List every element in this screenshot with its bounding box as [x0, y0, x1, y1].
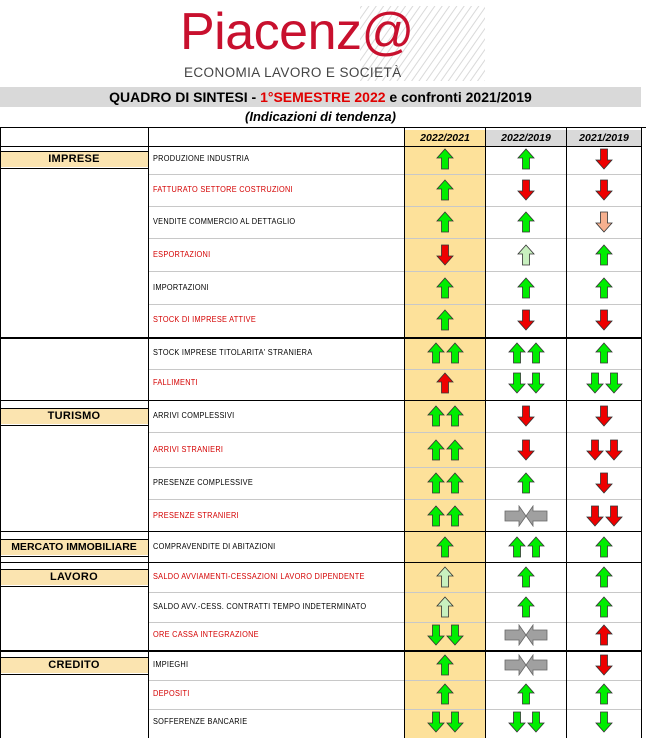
arrow-down-red-icon [517, 439, 535, 461]
trend-cell-2022-2019 [486, 241, 566, 269]
trend-cell-2022-2021 [405, 241, 485, 269]
column-header-2021-2019: 2021/2019 [579, 132, 629, 144]
category-imprese: IMPRESE [48, 153, 100, 165]
trend-cell-2022-2019 [486, 436, 566, 464]
category-band-border [0, 569, 148, 570]
arrow-up-green-icon [446, 439, 464, 461]
trend-cell-2022-2019 [486, 145, 566, 173]
row-separator [0, 400, 641, 401]
indicator-label: FALLIMENTI [153, 378, 198, 387]
category-immobiliare: MERCATO IMMOBILIARE [11, 541, 137, 553]
arrow-up-green-icon [517, 596, 535, 618]
arrow-down-red-icon [586, 505, 604, 527]
page-title [0, 87, 641, 107]
indicator-label: SALDO AVV.-CESS. CONTRATTI TEMPO INDETERMINATO [153, 602, 367, 611]
arrow-down-red-icon [595, 309, 613, 331]
page-subtitle: (Indicazioni di tendenza) [245, 109, 396, 124]
arrow-down-green-icon [527, 711, 545, 733]
arrow-up-red-icon [436, 372, 454, 394]
trend-cell-2021-2019 [567, 402, 641, 430]
arrow-up-green-icon [427, 439, 445, 461]
trend-cell-2022-2019 [486, 533, 566, 561]
arrow-up-green-icon [436, 148, 454, 170]
stable-arrows-icon [504, 505, 548, 527]
row-separator [148, 304, 641, 305]
table-right-border [641, 127, 642, 738]
category-band-border [0, 425, 148, 426]
trend-cell-2022-2019 [486, 402, 566, 430]
arrow-up-green-icon [436, 277, 454, 299]
indicator-label: IMPIEGHI [153, 660, 189, 669]
trend-cell-2022-2019 [486, 593, 566, 621]
arrow-up-green-icon [436, 309, 454, 331]
category-column-border [148, 127, 149, 738]
arrow-up-green-icon [517, 472, 535, 494]
trend-cell-2021-2019 [567, 708, 641, 736]
trend-cell-2022-2019 [486, 708, 566, 736]
arrow-down-red-icon [595, 654, 613, 676]
arrow-down-red-icon [595, 148, 613, 170]
category-band-border [0, 151, 148, 152]
arrow-up-green-icon [517, 566, 535, 588]
category-band-border [0, 408, 148, 409]
trend-cell-2022-2019 [486, 176, 566, 204]
trend-cell-2022-2019 [486, 502, 566, 530]
arrow-down-red-icon [517, 405, 535, 427]
trend-cell-2022-2021 [405, 680, 485, 708]
trend-cell-2021-2019 [567, 145, 641, 173]
arrow-down-red-icon [517, 309, 535, 331]
arrow-up-green-icon [517, 211, 535, 233]
trend-cell-2021-2019 [567, 680, 641, 708]
trend-cell-2021-2019 [567, 469, 641, 497]
trend-cell-2022-2019 [486, 306, 566, 334]
stable-arrows-icon [504, 624, 548, 646]
arrow-down-red-icon [605, 505, 623, 527]
arrow-up-green-icon [595, 596, 613, 618]
arrow-up-green-icon [527, 536, 545, 558]
indicator-label: STOCK IMPRESE TITOLARITA' STRANIERA [153, 348, 313, 357]
trend-cell-2022-2019 [486, 274, 566, 302]
category-band-border [0, 657, 148, 658]
trend-cell-2022-2021 [405, 436, 485, 464]
arrow-down-green-icon [508, 711, 526, 733]
logo-subtitle: ECONOMIA LAVORO E SOCIETÀ [184, 65, 402, 80]
trend-cell-2022-2019 [486, 339, 566, 367]
indicator-label: FATTURATO SETTORE COSTRUZIONI [153, 185, 293, 194]
logo-name: Piacenz@ [180, 3, 414, 61]
trend-cell-2021-2019 [567, 621, 641, 649]
arrow-up-green-icon [427, 472, 445, 494]
arrow-down-green-icon [586, 372, 604, 394]
indicator-label: ESPORTAZIONI [153, 250, 211, 259]
trend-cell-2022-2021 [405, 274, 485, 302]
trend-cell-2021-2019 [567, 593, 641, 621]
trend-cell-2022-2021 [405, 339, 485, 367]
row-separator [148, 206, 641, 207]
arrow-down-salmon-icon [595, 211, 613, 233]
title-prefix: QUADRO DI SINTESI - [109, 89, 261, 105]
arrow-up-green-icon [436, 536, 454, 558]
trend-cell-2022-2019 [486, 680, 566, 708]
trend-cell-2022-2021 [405, 502, 485, 530]
arrow-down-red-icon [605, 439, 623, 461]
arrow-up-green-icon [427, 342, 445, 364]
trend-cell-2022-2021 [405, 708, 485, 736]
trend-cell-2021-2019 [567, 563, 641, 591]
column-header-2022-2021: 2022/2021 [420, 132, 470, 144]
trend-cell-2022-2021 [405, 651, 485, 679]
title-highlight: 1°SEMESTRE 2022 [260, 89, 386, 105]
arrow-down-red-icon [436, 244, 454, 266]
trend-cell-2021-2019 [567, 274, 641, 302]
arrow-up-green-icon [446, 472, 464, 494]
trend-cell-2021-2019 [567, 208, 641, 236]
row-separator [148, 432, 641, 433]
category-band-border [0, 539, 148, 540]
trend-cell-2021-2019 [567, 369, 641, 397]
row-separator [148, 271, 641, 272]
trend-cell-2022-2021 [405, 306, 485, 334]
row-separator [148, 467, 641, 468]
trend-cell-2022-2021 [405, 563, 485, 591]
row-separator [0, 531, 641, 532]
trend-cell-2022-2021 [405, 402, 485, 430]
column-header-2022-2019: 2022/2019 [501, 132, 551, 144]
row-separator [148, 174, 641, 175]
trend-cell-2022-2019 [486, 208, 566, 236]
indicator-label: VENDITE COMMERCIO AL DETTAGLIO [153, 217, 296, 226]
table-top-rule [0, 127, 646, 128]
trend-cell-2022-2019 [486, 621, 566, 649]
row-separator [148, 238, 641, 239]
arrow-up-green-icon [446, 505, 464, 527]
trend-cell-2021-2019 [567, 436, 641, 464]
arrow-up-green-icon [446, 342, 464, 364]
trend-cell-2021-2019 [567, 306, 641, 334]
arrow-down-red-icon [517, 179, 535, 201]
arrow-down-green-icon [427, 711, 445, 733]
arrow-up-green-icon [436, 654, 454, 676]
arrow-up-green-icon [595, 536, 613, 558]
arrow-down-green-icon [427, 624, 445, 646]
arrow-down-red-icon [586, 439, 604, 461]
trend-cell-2022-2019 [486, 469, 566, 497]
arrow-up-green-icon [595, 566, 613, 588]
trend-cell-2021-2019 [567, 651, 641, 679]
arrow-up-green-icon [595, 683, 613, 705]
category-lavoro: LAVORO [49, 571, 99, 583]
arrow-up-green-icon [517, 148, 535, 170]
arrow-down-green-icon [595, 711, 613, 733]
indicator-label: PRESENZE STRANIERI [153, 511, 239, 520]
arrow-down-red-icon [595, 405, 613, 427]
stable-arrows-icon [504, 654, 548, 676]
arrow-down-green-icon [605, 372, 623, 394]
row-separator [148, 499, 641, 500]
trend-cell-2022-2021 [405, 176, 485, 204]
indicator-label: ARRIVI STRANIERI [153, 445, 224, 454]
arrow-down-red-icon [595, 472, 613, 494]
trend-cell-2022-2019 [486, 563, 566, 591]
arrow-down-green-icon [446, 711, 464, 733]
arrow-up-green-icon [436, 179, 454, 201]
trend-cell-2021-2019 [567, 533, 641, 561]
trend-cell-2021-2019 [567, 339, 641, 367]
arrow-up-green-icon [517, 683, 535, 705]
trend-cell-2021-2019 [567, 241, 641, 269]
trend-cell-2022-2019 [486, 651, 566, 679]
arrow-down-green-icon [508, 372, 526, 394]
category-turismo: TURISMO [47, 410, 101, 422]
arrow-up-red-icon [595, 624, 613, 646]
indicator-label: COMPRAVENDITE DI ABITAZIONI [153, 542, 276, 551]
arrow-up-green-icon [517, 277, 535, 299]
category-band-border [0, 168, 148, 169]
title-suffix: e confronti 2021/2019 [385, 89, 532, 105]
arrow-up-light-green-icon [436, 566, 454, 588]
arrow-up-green-icon [508, 536, 526, 558]
trend-cell-2021-2019 [567, 176, 641, 204]
arrow-down-green-icon [446, 624, 464, 646]
trend-cell-2022-2021 [405, 593, 485, 621]
arrow-up-light-green-icon [517, 244, 535, 266]
arrow-up-green-icon [427, 505, 445, 527]
trend-cell-2022-2021 [405, 145, 485, 173]
indicator-label: ORE CASSA INTEGRAZIONE [153, 630, 259, 639]
indicator-label: STOCK DI IMPRESE ATTIVE [153, 315, 257, 324]
category-band-border [0, 586, 148, 587]
arrow-down-red-icon [595, 179, 613, 201]
trend-cell-2022-2021 [405, 208, 485, 236]
logo [150, 4, 490, 84]
arrow-up-green-icon [436, 211, 454, 233]
indicator-label: SALDO AVVIAMENTI-CESSAZIONI LAVORO DIPENDENTE [153, 572, 365, 581]
arrow-up-green-icon [446, 405, 464, 427]
arrow-up-green-icon [427, 405, 445, 427]
arrow-up-green-icon [527, 342, 545, 364]
trend-cell-2022-2019 [486, 369, 566, 397]
indicator-label: SOFFERENZE BANCARIE [153, 717, 248, 726]
trend-cell-2022-2021 [405, 533, 485, 561]
arrow-up-light-green-icon [436, 596, 454, 618]
category-credito: CREDITO [48, 659, 100, 671]
arrow-down-green-icon [527, 372, 545, 394]
arrow-up-green-icon [436, 683, 454, 705]
indicator-label: ARRIVI COMPLESSIVI [153, 411, 235, 420]
arrow-up-green-icon [595, 277, 613, 299]
arrow-up-green-icon [508, 342, 526, 364]
trend-cell-2022-2021 [405, 469, 485, 497]
table-left-border [0, 127, 1, 738]
trend-cell-2021-2019 [567, 502, 641, 530]
arrow-up-green-icon [595, 244, 613, 266]
trend-cell-2022-2021 [405, 621, 485, 649]
indicator-label: IMPORTAZIONI [153, 283, 209, 292]
arrow-up-green-icon [595, 342, 613, 364]
indicator-label: PRODUZIONE INDUSTRIA [153, 154, 250, 163]
indicator-label: PRESENZE COMPLESSIVE [153, 478, 254, 487]
indicator-label: DEPOSITI [153, 689, 190, 698]
trend-cell-2022-2021 [405, 369, 485, 397]
category-band-border [0, 556, 148, 557]
category-band-border [0, 674, 148, 675]
